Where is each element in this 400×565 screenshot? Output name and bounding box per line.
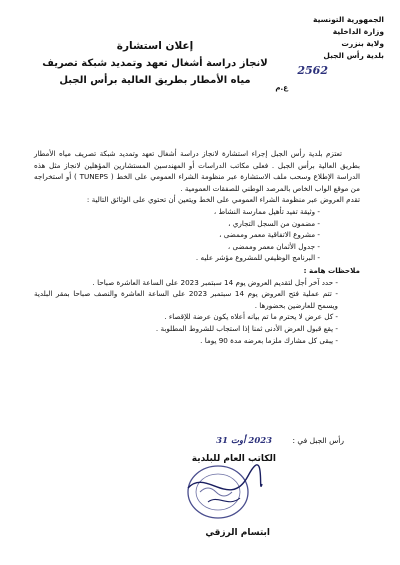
letterhead (264, 14, 384, 62)
list-item: - جدول الأثمان معمر وممضى ، (227, 241, 320, 251)
announcement-titles (40, 40, 270, 86)
submission-paragraph: تقدم العروض عبر منظومة الشراء العمومي على الخط ويتعين أن تحتوي على الوثائق التالية : (86, 195, 360, 205)
notes-list (34, 277, 360, 347)
ministry-line: وزارة الداخلية (332, 27, 384, 36)
official-stamp-and-signature (178, 458, 264, 522)
place-date-label: رأس الجبل في : (292, 436, 344, 445)
signer-title: الكاتب العام للبلدية (191, 454, 276, 464)
governorate-line: ولاية بنزرت (341, 39, 384, 48)
notes-heading: ملاحظات هامة : (303, 265, 360, 275)
list-item: - حدد آخر أجل لتقديم العروض يوم 14 سبتمبر 2023 على الساعة العاشرة صباحا . (92, 277, 338, 287)
country-line: الجمهورية التونسية (313, 15, 384, 24)
list-item: - يبقى كل مشارك ملزما بعرضه مدة 90 يوما . (200, 335, 338, 345)
signer-name: ابتسام الرزقي (205, 528, 270, 538)
reference-number: 2562 (297, 64, 328, 77)
list-item: - تتم عملية فتح العروض يوم 14 سبتمبر 2023 على الساعة العاشرة والنصف صباحا بمقر البلدية ويسمح للعارضين بحضورها . (34, 289, 338, 310)
place-date-line (216, 436, 344, 446)
reference-suffix: ع.م (275, 84, 288, 92)
handwritten-date: 2023 أوت 31 (216, 436, 273, 446)
intro-paragraph: تعتزم بلدية رأس الجبل إجراء استشارة لانجاز دراسة أشغال تعهد وتمديد شبكة تصريف مياه الأمطار بطريق العالية برأس الجبل . فعلى مكاتب الدراسات أو المهندسين المستشارين المؤهلين لانجاز مثل هذه الدراسة الإطلاع وسحب ملف الاستشارة عبر منظومة الشراء العمومي على الخط ( TUNEPS ) أو استخراجه من موقع الواب الخاص بالمرصد الوطني للصفقات العمومية . (34, 149, 360, 193)
subtitle-line-1: لانجاز دراسة أشغال تعهد وتمديد شبكة تصريف (42, 58, 268, 69)
list-item: - يقع قبول العرض الأدنى ثمنا إذا استجاب للشروط المطلوبة . (155, 323, 338, 333)
subtitle-line-2: مياه الأمطار بطريق العالية برأس الجبل (59, 75, 251, 86)
list-item: - وثيقة تفيد تأهيل ممارسة النشاط ، (213, 206, 320, 216)
municipality-line: بلدية رأس الجبل (323, 51, 384, 60)
list-item: - البرنامج الوظيفي للمشروع مؤشر عليه . (195, 253, 320, 263)
list-item: - مشروع الاتفاقية معمر وممضى ، (219, 230, 320, 240)
required-documents-list (34, 206, 360, 264)
announcement-body (34, 148, 360, 346)
list-item: - مضمون من السجل التجاري ، (228, 218, 320, 228)
list-item: - كل عرض لا يحترم ما تم بيانه أعلاه يكون عرضة للإقصاء . (164, 312, 338, 322)
main-title: إعلان استشارة (116, 40, 194, 52)
